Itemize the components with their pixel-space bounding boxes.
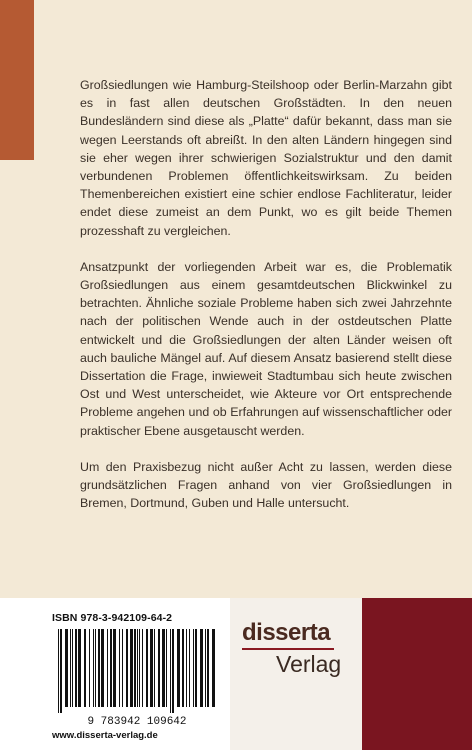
publisher-website: www.disserta-verlag.de bbox=[52, 730, 158, 741]
decorative-corner-block bbox=[362, 598, 472, 750]
blurb-paragraph-1: Großsiedlungen wie Hamburg-Steilshoop oder Berlin-Marzahn gibt es in fast allen deutschen Großstädten. In den neuen Bundesländern sind diese als „Platte“ dafür bekannt, dass man sie wegen Leerstands oft abreißt. In den alten Ländern hingegen sind sie eher wegen ihrer schwierigen Sozialstruktur und den damit verbundenen Problemen öffentlichkeitswirksam. Zu beiden Themenbereichen existiert eine schier endlose Fachliteratur, leider endet diese zumeist an dem Punkt, wo es gilt beide Themen prozesshaft zu vergleichen. bbox=[80, 78, 452, 238]
publisher-logo bbox=[242, 620, 362, 676]
logo-word-verlag: Verlag bbox=[276, 651, 342, 677]
barcode-image bbox=[52, 627, 222, 727]
blurb-paragraph-2: Ansatzpunkt der vorliegenden Arbeit war es, die Problematik Großsiedlungen aus einem gesamtdeutschen Blickwinkel zu betrachten. Ähnliche soziale Probleme haben sich zwei Jahrzehnte nach der politischen Wende auch in der ostdeutschen Platte entwickelt und die Großsiedlungen der alten Länder weisen oft auch bauliche Mängel auf. Auf diesem Ansatz basierend stellt diese Dissertation die Frage, inwieweit Stadtumbau sich heute zwischen Ost und West unterscheidet, wie Akteure vor Ort entsprechende Probleme angehen und ob Erfahrungen auf wissenschaftlicher oder praktischer Ebene ausgetauscht werden. bbox=[80, 259, 452, 438]
blurb-paragraph-3: Um den Praxisbezug nicht außer Acht zu lassen, werden diese grundsätzlichen Fragen anhand von vier Großsiedlungen in Bremen, Dortmund, Guben und Halle untersucht. bbox=[80, 459, 452, 511]
barcode-bars bbox=[58, 629, 215, 713]
logo-word-disserta: disserta bbox=[242, 619, 331, 646]
isbn-label: ISBN 978-3-942109-64-2 bbox=[52, 612, 173, 624]
decorative-stripe bbox=[0, 0, 34, 160]
barcode-number: 9 783942 109642 bbox=[87, 716, 187, 727]
back-cover-blurb bbox=[80, 76, 452, 530]
logo-rule bbox=[242, 648, 334, 650]
